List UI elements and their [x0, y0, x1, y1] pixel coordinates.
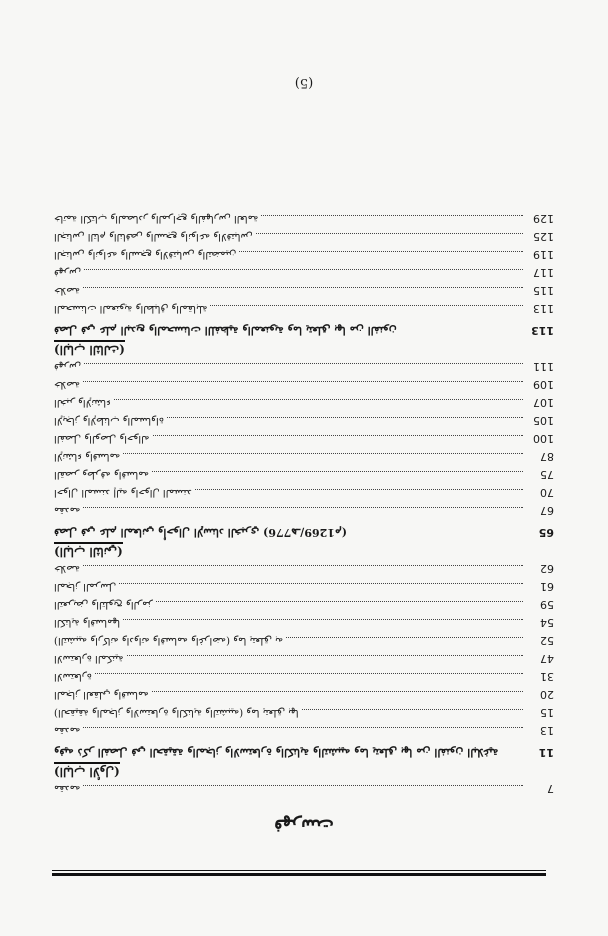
toc-entry-label: الخبر والإنشاء	[54, 397, 111, 408]
toc-entry[interactable]	[54, 616, 554, 634]
toc-entry[interactable]	[54, 432, 554, 450]
toc-entry-label: (التشبيه وأركانه وأدواته وأقسامه وأغراضه) وما يتعلق به	[54, 635, 284, 646]
toc-entry-label: خلاصة	[54, 563, 81, 574]
toc-entry-label: مقدمه	[54, 783, 81, 794]
table-of-contents	[54, 212, 554, 800]
toc-entry-label: فهرس	[54, 361, 82, 372]
chapter-text: فصل في علم المعاني وأحوال الإسناد الخبري (776هـ/1269م)	[54, 526, 347, 539]
toc-entry-label: القصر وطرقه وأقسامه	[54, 469, 149, 480]
dot-leader	[83, 785, 523, 786]
dot-leader	[114, 399, 523, 400]
dot-leader	[95, 673, 523, 674]
header-rules	[52, 870, 546, 876]
toc-entry[interactable]	[54, 486, 554, 504]
toc-entry[interactable]	[54, 414, 554, 432]
header-rule-thick	[52, 873, 546, 876]
dot-leader	[156, 601, 523, 602]
page-heading: فهرست	[274, 815, 334, 836]
dot-leader	[84, 269, 523, 270]
toc-entry-page: 105	[533, 414, 554, 427]
section-title: (الباب الثاني)	[54, 542, 554, 562]
toc-entry-page: 54	[540, 616, 554, 629]
toc-entry[interactable]	[54, 284, 554, 302]
dot-leader	[83, 727, 523, 728]
toc-entry[interactable]	[54, 670, 554, 688]
dot-leader	[210, 305, 523, 306]
dot-leader	[302, 709, 523, 710]
toc-entry-page: 67	[540, 504, 554, 517]
page-number: (5)	[294, 75, 314, 90]
toc-entry[interactable]	[54, 688, 554, 706]
dot-leader	[256, 233, 523, 234]
toc-entry-page: 75	[540, 468, 554, 481]
dot-leader	[83, 287, 523, 288]
toc-entry-label: الفصل والوصل وأحواله	[54, 433, 150, 444]
toc-entry-label: المجاز العقلي وأقسامه	[54, 689, 149, 700]
section-title: (الباب الثالث)	[54, 340, 554, 360]
toc-entry[interactable]	[54, 450, 554, 468]
toc-entry-label: (الحقيقة والمجاز والاستعارة والكناية والتشبيه) وما يتعلق بها	[54, 707, 299, 718]
toc-entry-label: أحوال المسند إليه وأحوال المسند	[54, 487, 192, 498]
toc-entry[interactable]	[54, 468, 554, 486]
dot-leader	[123, 453, 523, 454]
toc-entry-page: 119	[533, 248, 554, 261]
toc-entry[interactable]	[54, 212, 554, 230]
toc-entry-label: خلاصة	[54, 285, 81, 296]
toc-entry[interactable]	[54, 782, 554, 800]
dot-leader	[152, 691, 523, 692]
chapter-page: 113	[531, 324, 554, 337]
dot-leader	[83, 507, 523, 508]
chapter-text: فصل في علم البديع والمحسنات اللفظية والمعنوية وما يتعلق بها من الفنون	[54, 324, 397, 337]
toc-entry-page: 117	[533, 266, 554, 279]
toc-entry-page: 87	[540, 450, 554, 463]
dot-leader	[123, 619, 523, 620]
toc-entry-label: فهرس	[54, 267, 82, 278]
toc-entry[interactable]	[54, 562, 554, 580]
dot-leader	[195, 489, 523, 490]
chapter-heading[interactable]	[54, 742, 554, 762]
toc-entry[interactable]	[54, 302, 554, 320]
section-title: (الباب الأول)	[54, 762, 554, 782]
toc-entry-page: 115	[533, 284, 554, 297]
toc-entry-page: 113	[533, 302, 554, 315]
toc-entry-page: 31	[540, 670, 554, 683]
toc-entry-label: الكناية وأقسامها	[54, 617, 121, 628]
toc-entry[interactable]	[54, 504, 554, 522]
header-rule-thin	[52, 870, 546, 871]
toc-entry-label: التعريض والتلويح والرمز	[54, 599, 154, 610]
toc-entry-page: 109	[533, 378, 554, 391]
toc-entry-page: 59	[540, 598, 554, 611]
dot-leader	[83, 565, 523, 566]
dot-leader	[239, 251, 523, 252]
chapter-heading[interactable]	[54, 522, 554, 542]
toc-entry[interactable]	[54, 724, 554, 742]
toc-entry-label: المحسنات المعنوية والطباق والمقابلة	[54, 303, 208, 314]
dot-leader	[261, 215, 523, 216]
toc-entry-label: مقدمه	[54, 505, 81, 516]
toc-entry[interactable]	[54, 230, 554, 248]
toc-entry-page: 15	[540, 706, 554, 719]
dot-leader	[167, 417, 523, 418]
chapter-text: وفيه ذكر الفصل في الحقيقة والمجاز والاستعارة والكناية والتشبيه وما يتعلق بها من الفنون البلاغية	[54, 746, 499, 759]
toc-entry-label: الإيجاز والإطناب والمساواة	[54, 415, 164, 426]
dot-leader	[153, 435, 523, 436]
toc-entry-page: 20	[540, 688, 554, 701]
dot-leader	[152, 471, 523, 472]
toc-entry[interactable]	[54, 360, 554, 378]
toc-entry-label: خاتمة الكتاب والمصادر والمراجع والفهارس العامة	[54, 213, 259, 224]
toc-entry-page: 62	[540, 562, 554, 575]
dot-leader	[286, 637, 523, 638]
toc-entry-label: الجناس وأنواعه والسجع والاقتباس والتضمين	[54, 249, 237, 260]
toc-entry-label: المجاز المرسل	[54, 581, 117, 592]
toc-entry[interactable]	[54, 598, 554, 616]
toc-entry-page: 100	[533, 432, 554, 445]
dot-leader	[119, 583, 523, 584]
toc-entry[interactable]	[54, 266, 554, 284]
toc-entry-label: الجناس التام والناقص والسجع وأنواعه والاقتباس	[54, 231, 253, 242]
toc-entry-page: 13	[540, 724, 554, 737]
toc-entry-page: 125	[533, 230, 554, 243]
toc-entry[interactable]	[54, 248, 554, 266]
toc-entry-page: 61	[540, 580, 554, 593]
toc-entry[interactable]	[54, 706, 554, 724]
chapter-page: 11	[538, 746, 554, 759]
chapter-page: 65	[538, 526, 554, 539]
toc-entry-page: 129	[533, 212, 554, 225]
toc-entry-page: 52	[540, 634, 554, 647]
toc-entry-page: 7	[547, 782, 554, 795]
toc-entry-label: الاستعارة	[54, 671, 92, 682]
toc-entry[interactable]	[54, 378, 554, 396]
toc-entry-page: 111	[533, 360, 554, 373]
dot-leader	[83, 381, 523, 382]
toc-entry-page: 70	[540, 486, 554, 499]
toc-entry[interactable]	[54, 634, 554, 652]
toc-entry[interactable]	[54, 580, 554, 598]
toc-entry-label: الإنشاء وأقسامه	[54, 451, 121, 462]
toc-entry[interactable]	[54, 652, 554, 670]
toc-entry[interactable]	[54, 396, 554, 414]
dot-leader	[84, 363, 523, 364]
toc-entry-label: مقدمه	[54, 725, 81, 736]
toc-entry-label: الاستعارة المكنية	[54, 653, 124, 664]
toc-entry-page: 107	[533, 396, 554, 409]
toc-entry-label: خلاصة	[54, 379, 81, 390]
toc-entry-page: 47	[540, 652, 554, 665]
chapter-heading[interactable]	[54, 320, 554, 340]
dot-leader	[127, 655, 523, 656]
